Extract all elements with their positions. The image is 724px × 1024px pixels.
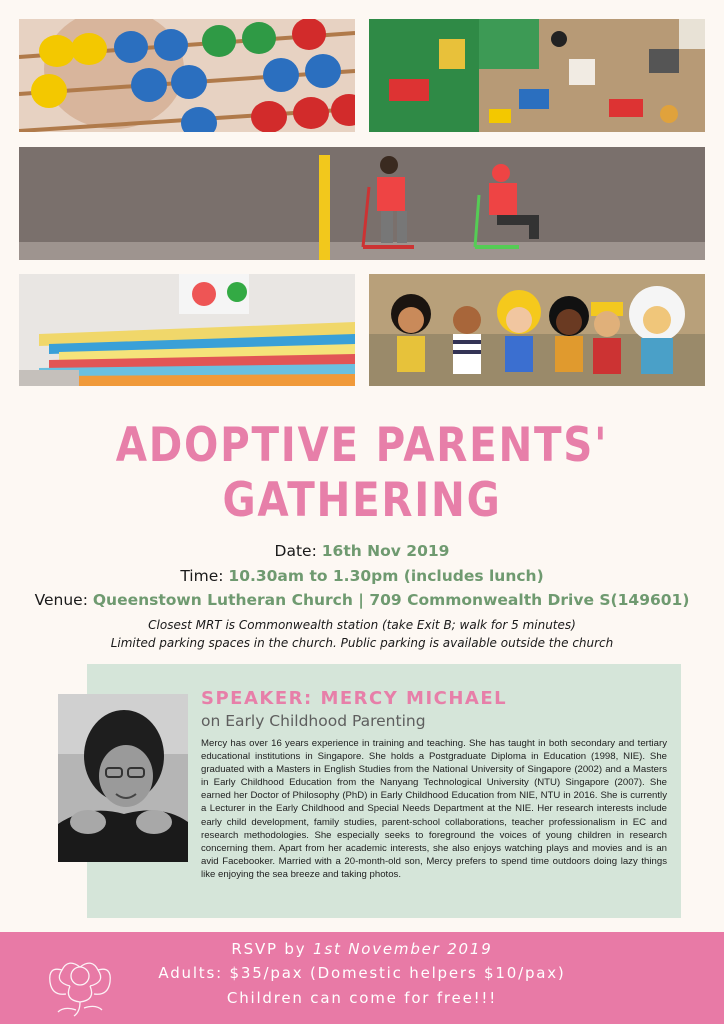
venue-value: Queenstown Lutheran Church | 709 Commonwealth Drive S(149601)	[92, 591, 690, 609]
flower-icon	[40, 940, 120, 1018]
books-photo	[19, 274, 355, 386]
rsvp-prefix: RSVP by	[231, 940, 313, 958]
time-line	[0, 567, 724, 585]
abacus-photo	[19, 19, 355, 132]
kids-scooters-photo	[19, 147, 705, 260]
event-title-line-2: GATHERING	[222, 473, 502, 528]
speaker-name: SPEAKER: MERCY MICHAEL	[201, 688, 508, 709]
speaker-bio: Mercy has over 16 years experience in training and teaching. She has taught in both secondary and tertiary educational institutions in Singapore. She holds a Postgraduate Diploma in Education (1998, NIE). She graduated with a Masters in English Studies from the National University of Singapore (2002) and a Masters in Early Childhood Education from the Nanyang Technological University (NTU) Singapore (2007). She earned her Doctor of Philosophy (PhD) in Early Childhood Education from NIE, NTU in 2016. She is currently a Lecturer in the Early Childhood and Special Needs Department at the NIE. Her research interests include early child development, family studies, parent-school collaborations, teacher professionalism in EC and research methodologies. She especially seeks to foreground the voices of young children in research concerning them. Apart from her academic interests, she also enjoys watching plays and movies and is an avid Facebooker. Married with a 20-month-old son, Mercy prefers to spend time outdoors doing lazy things like enjoying the sea breeze and taking photos.	[201, 738, 667, 880]
parking-note: Limited parking spaces in the church. Public parking is available outside the church	[110, 636, 614, 650]
toys-sandbox-photo	[369, 19, 705, 132]
rsvp-deadline: 1st November 2019	[313, 940, 493, 958]
speaker-photo	[58, 694, 188, 862]
mrt-note: Closest MRT is Commonwealth station (take Exit B; walk for 5 minutes)	[148, 618, 576, 632]
venue-line	[0, 591, 724, 609]
date-label: Date:	[274, 542, 317, 560]
multicultural-dolls-photo	[369, 274, 705, 386]
children-line: Children can come for free!!!	[226, 989, 498, 1007]
date-value: 16th Nov 2019	[321, 542, 450, 560]
speaker-topic: on Early Childhood Parenting	[201, 712, 426, 730]
venue-label: Venue:	[34, 591, 88, 609]
time-value: 10.30am to 1.30pm (includes lunch)	[228, 567, 544, 585]
event-title	[51, 418, 674, 528]
price-line: Adults: $35/pax (Domestic helpers $10/pax)	[158, 964, 566, 982]
time-label: Time:	[180, 567, 224, 585]
date-line	[0, 542, 724, 560]
event-title-line-1: ADOPTIVE PARENTS'	[115, 418, 609, 473]
